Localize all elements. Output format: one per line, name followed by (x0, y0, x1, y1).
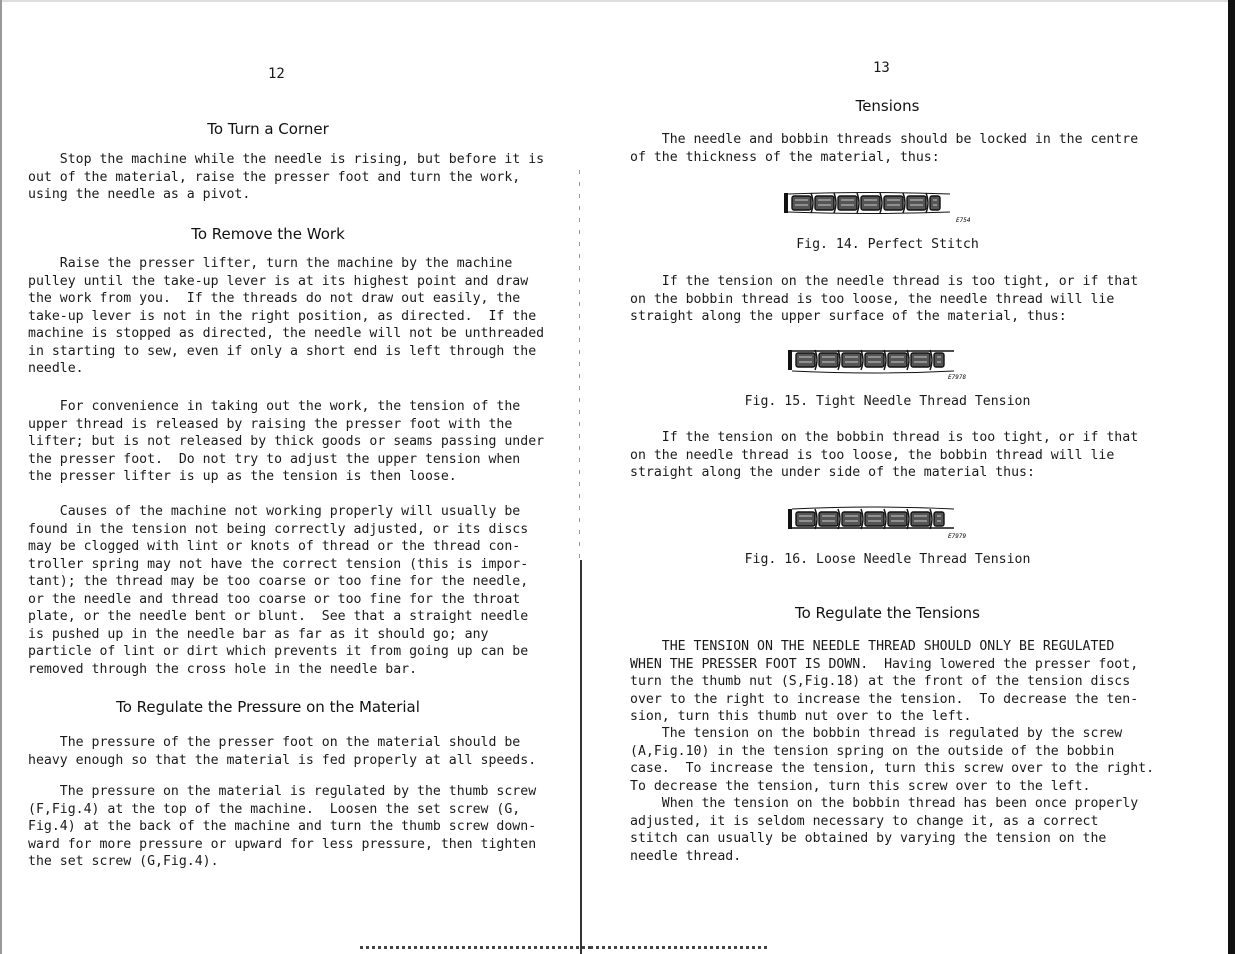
paragraph: Stop the machine while the needle is rising, but before it is out of the material, raise the presser foot and turn the work, using the needle as a pivot. (28, 152, 545, 202)
stitch-part (934, 353, 944, 367)
stitch-part (888, 512, 907, 526)
paragraph: Causes of the machine not working properly will usually be found in the tension not being correctly adjusted, or its discs may be clogged with lint or knots of thread or the thread con- troller spring may not have the correct tension (this is impor- tant); the thread may be too coarse or too fine for the needle, or the needle and thread too coarse or too fine for the throat plate, or the needle bent or blunt. See that a straight needle is pushed up in the needle bar as far as it should go; any particle of lint or dirt which prevents it from going up can be removed through the cross hole in the needle bar. (28, 504, 529, 677)
paragraph: If the tension on the bobbin thread is too tight, or if that on the needle thread is too loose, the bobbin thread will lie straight along the under side of the material thus: (630, 430, 1139, 480)
paragraph: The tension on the bobbin thread is regulated by the screw (A,Fig.10) in the tension spring on the outside of the bobbin case. To increase the tension, turn this screw over to the right. To decrease the tension, turn this screw over to the left. (630, 726, 1155, 794)
stitch-part (884, 196, 903, 210)
stitch-part (792, 371, 954, 373)
stitch-part (819, 353, 838, 367)
paragraph: When the tension on the bobbin thread has been once properly adjusted, it is seldom necessary to change it, as a correct stitch can usually be obtained by varying the tension on the needle thread. (630, 796, 1139, 864)
figure-mark: E754 (956, 217, 971, 224)
stitch-part (788, 350, 792, 370)
stitch-part (819, 512, 838, 526)
stitch-part (842, 512, 861, 526)
paragraph: The pressure of the presser foot on the material should be heavy enough so that the material is fed properly at all speeds. (28, 735, 537, 768)
section-heading: To Regulate the Tensions (794, 604, 981, 622)
figure-caption: Fig. 16. Loose Needle Thread Tension (744, 552, 1031, 567)
page-number: 12 (268, 66, 285, 82)
stitch-part (792, 507, 954, 509)
stitch-part (796, 353, 815, 367)
paragraph: The pressure on the material is regulated by the thumb screw (F,Fig.4) at the top of the machine. Loosen the set screw (G, Fig.4) at the back of the machine and turn the thumb screw down- ward for more pressure or upward for less pressure, then tighten the set screw (G,Fig.4). (28, 784, 537, 869)
stitch-figure-tight (786, 345, 976, 381)
section-heading: Tensions (855, 97, 920, 115)
stitch-part (792, 196, 811, 210)
stitch-part (907, 196, 926, 210)
stitch-part (911, 353, 930, 367)
stitch-part (861, 196, 880, 210)
page-number: 13 (873, 60, 890, 76)
stitch-part (888, 353, 907, 367)
section-heading: To Remove the Work (191, 225, 345, 243)
paragraph: Raise the presser lifter, turn the machine by the machine pulley until the take-up lever is at its highest point and draw the work from you. If the threads do not draw out easily, the take-up lever is not in the right position, as directed. If the machine is stopped as directed, the needle will not be unthreaded in starting to sew, even if only a short end is left through the needle. (28, 256, 545, 376)
stitch-part (934, 512, 944, 526)
book-spine-line (580, 560, 582, 954)
figure-caption: Fig. 14. Perfect Stitch (796, 237, 979, 252)
stitch-part (796, 512, 815, 526)
stitch-figure-loose (786, 504, 976, 540)
stitch-part (784, 193, 788, 213)
paragraph: If the tension on the needle thread is too tight, or if that on the bobbin thread is too loose, the needle thread will lie straight along the upper surface of the material, thus: (630, 274, 1139, 324)
figure-mark: E7978 (948, 374, 967, 381)
book-gutter-shadow (579, 170, 580, 560)
stitch-part (788, 509, 792, 529)
stitch-part (842, 353, 861, 367)
section-heading: To Regulate the Pressure on the Material (116, 698, 420, 716)
scan-right-edge (1228, 0, 1235, 954)
figure-mark: E7979 (948, 533, 967, 540)
paragraph: THE TENSION ON THE NEEDLE THREAD SHOULD ONLY BE REGULATED WHEN THE PRESSER FOOT IS DOWN. Having lowered the presser foot, turn the thumb nut (S,Fig.18) at the front of the tension discs over to the right to increase the tension. To decrease the ten- sion, turn this thumb nut over to the left. (630, 639, 1139, 724)
figure-caption: Fig. 15. Tight Needle Thread Tension (744, 394, 1031, 409)
stitch-part (930, 196, 940, 210)
scan-left-edge (0, 0, 2, 954)
stitch-part (815, 196, 834, 210)
scan-top-edge (0, 0, 1235, 2)
section-heading: To Turn a Corner (207, 120, 329, 138)
paragraph: The needle and bobbin threads should be locked in the centre of the thickness of the material, thus: (630, 132, 1139, 165)
scan-bottom-artifact (590, 946, 770, 949)
paragraph: For convenience in taking out the work, the tension of the upper thread is released by raising the presser foot with the lifter; but is not released by thick goods or seams passing under the presser foot. Do not try to adjust the upper tension when the presser lifter is up as the tension is then loose. (28, 399, 545, 484)
stitch-part (911, 512, 930, 526)
stitch-part (865, 512, 884, 526)
stitch-figure-perfect (782, 188, 972, 224)
scan-bottom-artifact (360, 946, 590, 949)
stitch-part (865, 353, 884, 367)
stitch-part (838, 196, 857, 210)
